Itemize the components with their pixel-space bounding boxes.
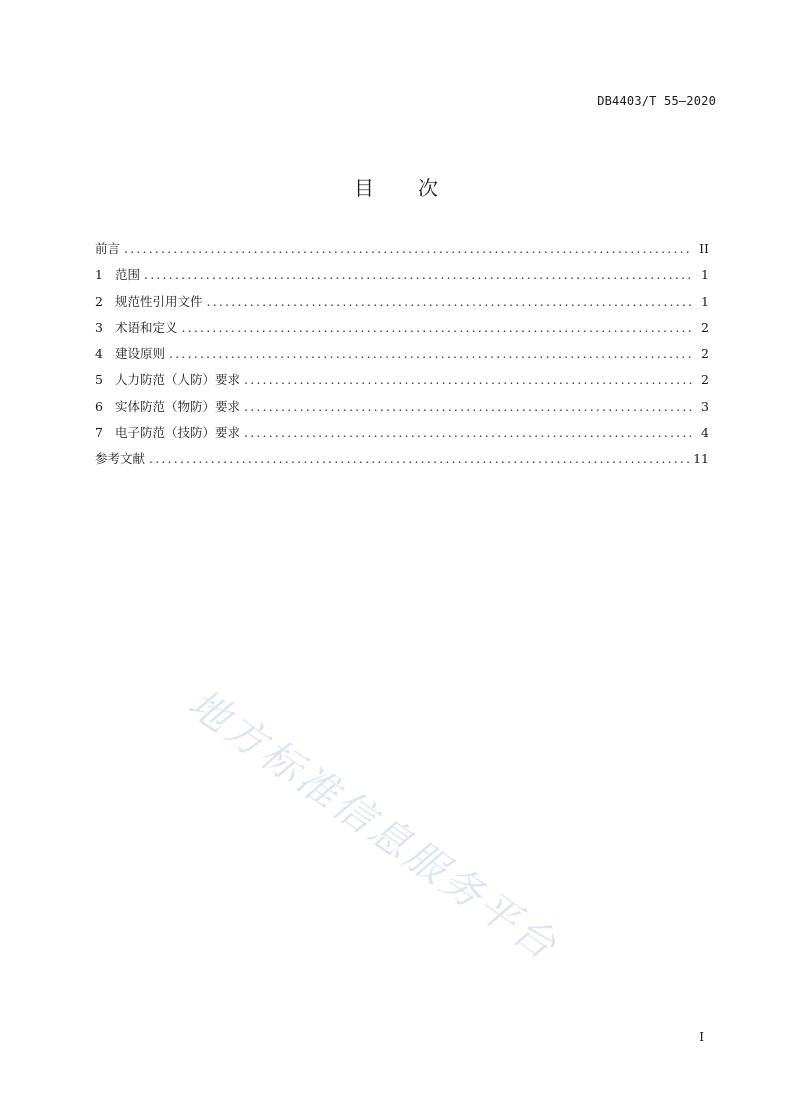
toc-entry-page: 2: [701, 346, 709, 362]
toc-entry-page: 4: [701, 425, 709, 441]
table-of-contents: [95, 236, 709, 473]
toc-entry-terms-definitions[interactable]: [95, 315, 709, 341]
toc-entry-physical-protection[interactable]: [95, 394, 709, 420]
toc-entry-page: 1: [701, 293, 709, 309]
toc-entry-label: 前言: [95, 241, 121, 256]
toc-entry-principles[interactable]: [95, 341, 709, 367]
toc-entry-page: 11: [693, 451, 709, 467]
toc-entry-foreword[interactable]: [95, 236, 709, 262]
toc-entry-label: 人力防范（人防）要求: [115, 372, 241, 388]
toc-entry-label: 建设原则: [115, 346, 166, 362]
toc-leader-dots: [207, 289, 693, 315]
toc-entry-bibliography[interactable]: [95, 446, 709, 472]
toc-entry-number: 6: [95, 398, 103, 414]
document-code: DB4403/T 55—2020: [597, 94, 716, 108]
toc-leader-dots: [244, 394, 693, 420]
toc-entry-label: 实体防范（物防）要求: [115, 398, 241, 414]
toc-leader-dots: [124, 236, 693, 262]
page-title-char-2: 次: [418, 176, 438, 200]
toc-entry-label: 范围: [115, 267, 141, 283]
toc-entry-label: 参考文献: [95, 451, 146, 467]
toc-entry-number: 7: [95, 425, 103, 441]
toc-entry-number: 2: [95, 293, 103, 309]
footer-page-number: I: [699, 1030, 704, 1044]
toc-leader-dots: [144, 262, 693, 288]
toc-entry-page: II: [699, 241, 709, 256]
toc-entry-label: 电子防范（技防）要求: [115, 425, 241, 441]
toc-entry-number: 5: [95, 372, 103, 388]
toc-leader-dots: [169, 341, 693, 367]
toc-entry-number: 4: [95, 346, 103, 362]
toc-leader-dots: [149, 446, 689, 472]
toc-entry-number: 3: [95, 319, 103, 335]
toc-entry-number: 1: [95, 267, 103, 283]
toc-entry-human-protection[interactable]: [95, 367, 709, 393]
toc-leader-dots: [244, 420, 693, 446]
toc-leader-dots: [182, 315, 693, 341]
toc-entry-page: 3: [701, 398, 709, 414]
toc-entry-normative-references[interactable]: [95, 289, 709, 315]
toc-entry-page: 1: [701, 267, 709, 283]
toc-entry-scope[interactable]: [95, 262, 709, 288]
toc-entry-page: 2: [701, 372, 709, 388]
page-title-char-1: 目: [354, 176, 374, 200]
toc-entry-label: 规范性引用文件: [115, 293, 203, 309]
watermark: 地方标准信息服务平台: [179, 680, 567, 971]
toc-entry-electronic-protection[interactable]: [95, 420, 709, 446]
toc-entry-label: 术语和定义: [115, 319, 178, 335]
toc-leader-dots: [244, 367, 693, 393]
toc-entry-page: 2: [701, 319, 709, 335]
page-title: [0, 172, 792, 201]
